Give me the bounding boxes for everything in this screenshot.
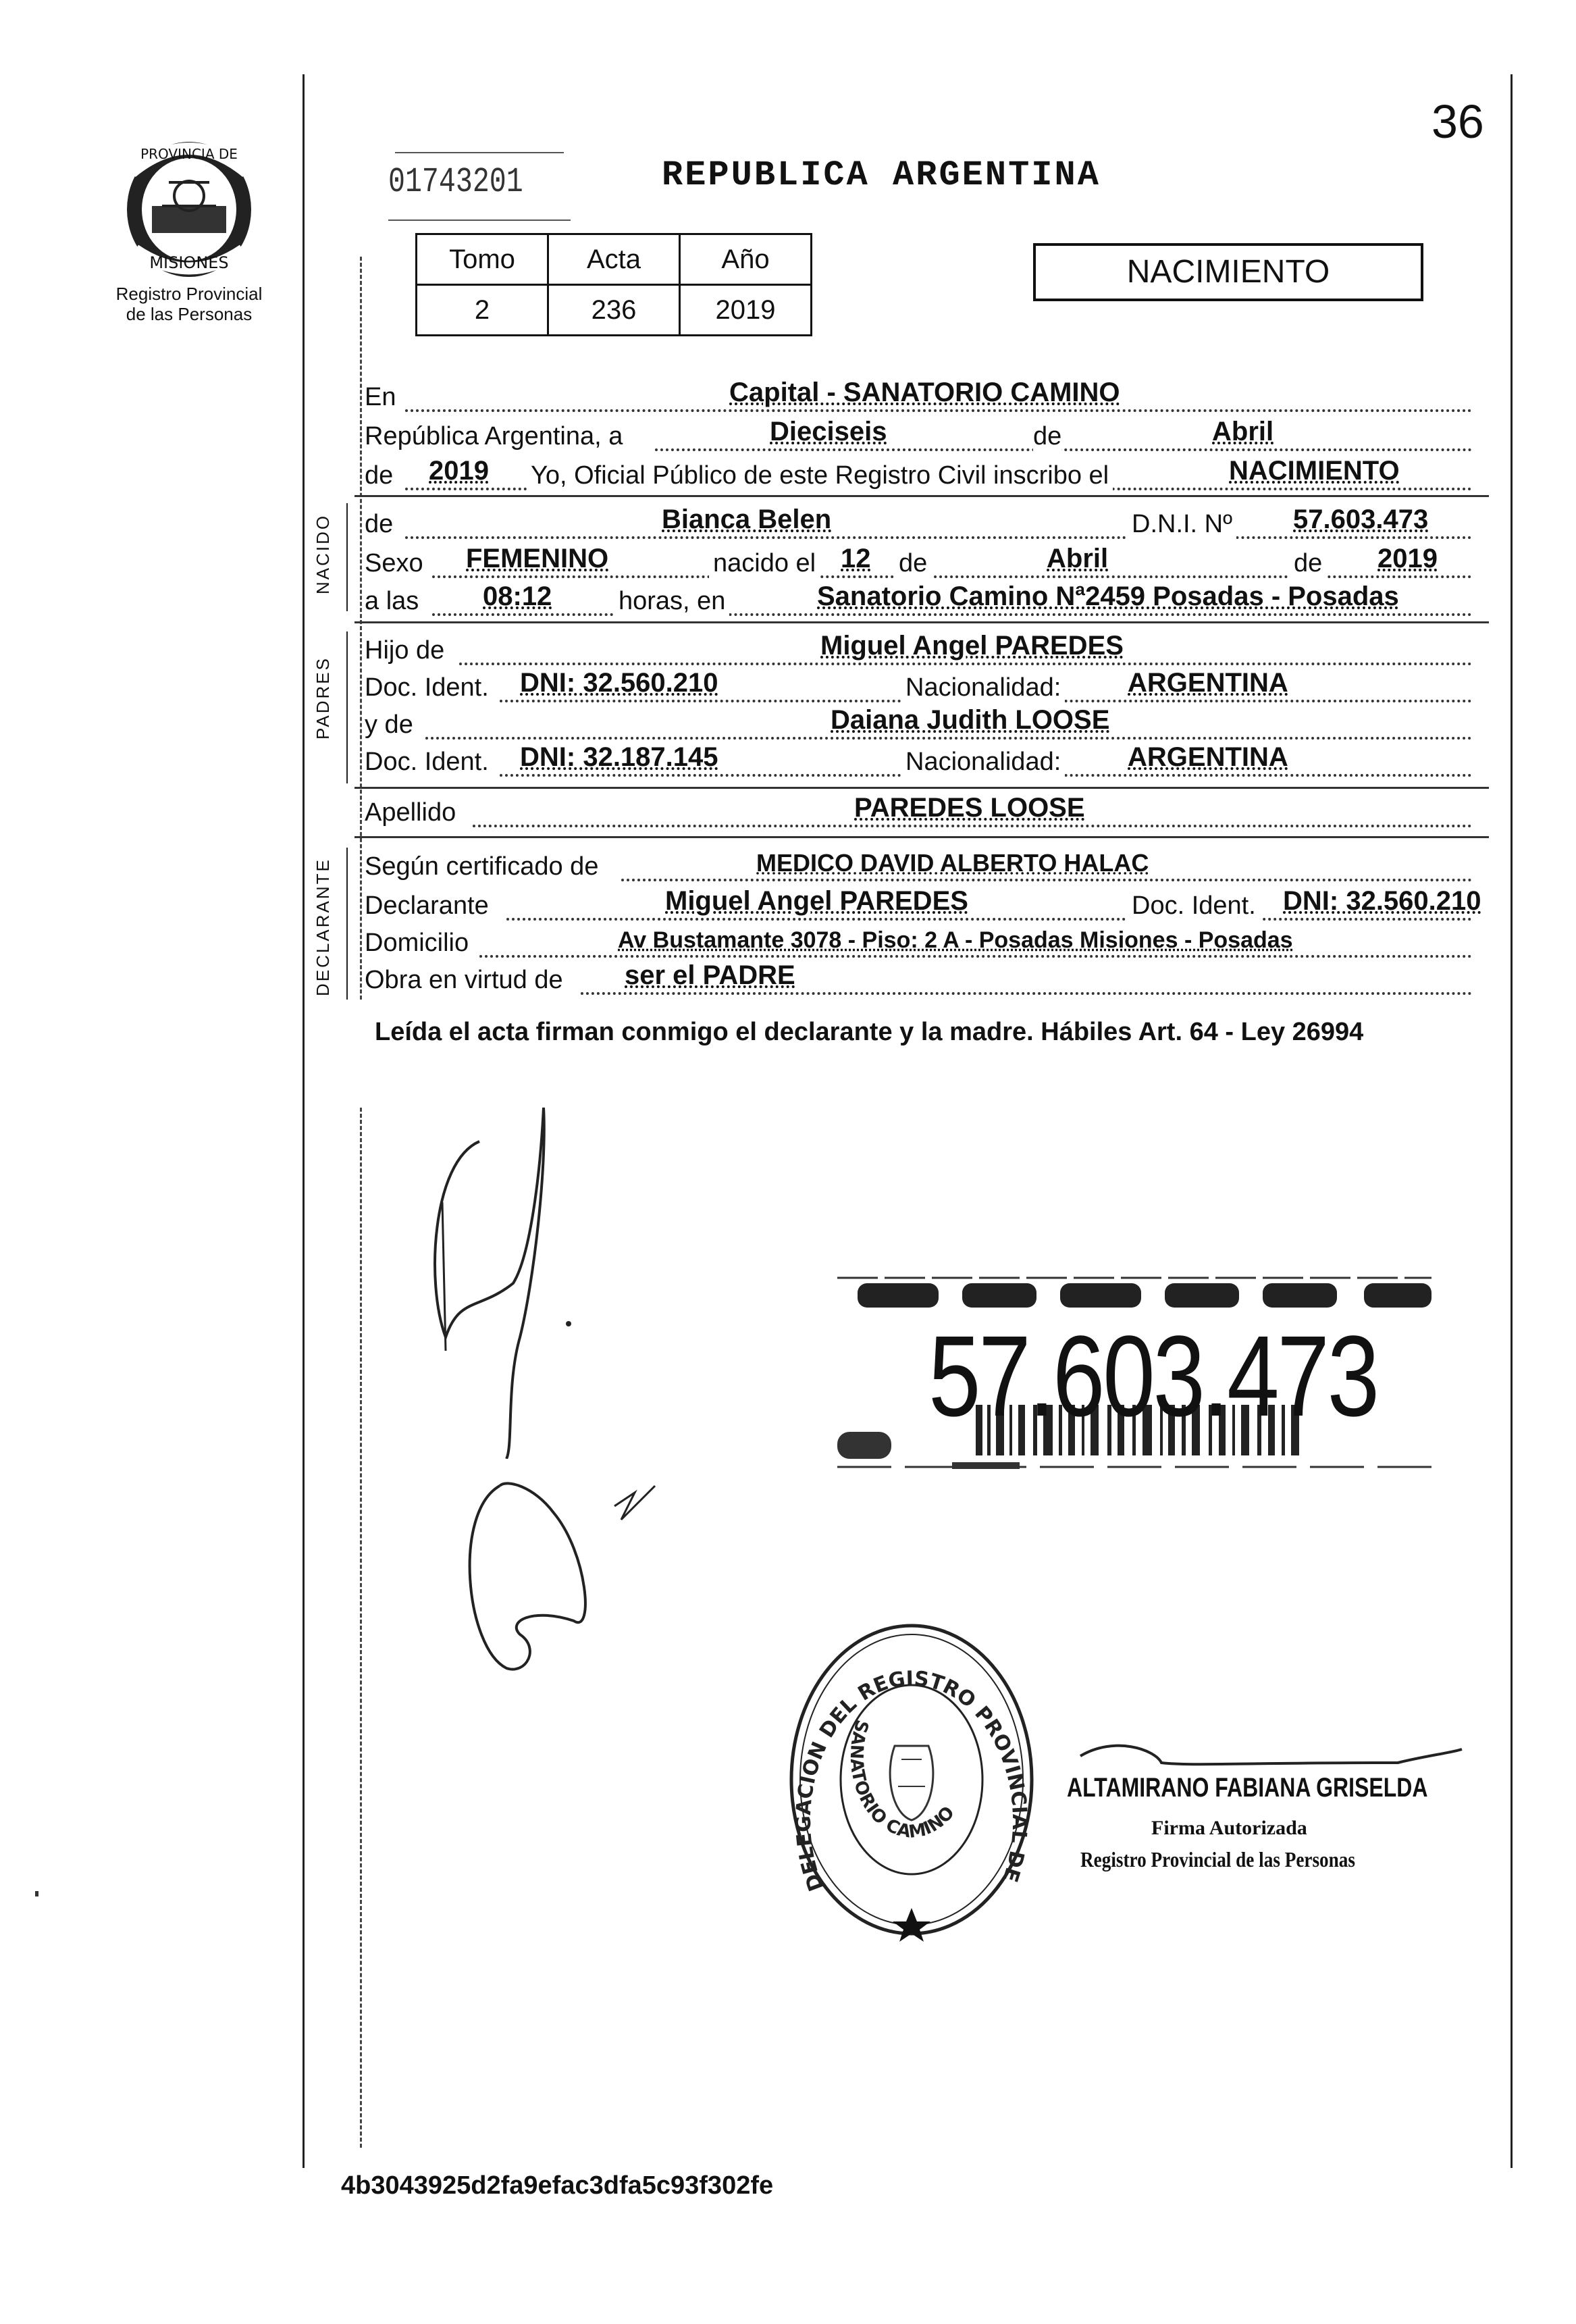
section-separator [354, 621, 1489, 623]
mother-signature-icon [439, 1472, 682, 1688]
label-nac-padre: Nacionalidad: [901, 673, 1065, 702]
value-dni: 57.603.473 [1293, 505, 1429, 534]
label-de: de [1033, 422, 1062, 450]
label-oficial: Yo, Oficial Público de este Registro Civil inscribo el [527, 461, 1113, 490]
signatory-office: Registro Provincial de las Personas [1080, 1847, 1355, 1871]
section-label-nacido: NACIDO [313, 513, 333, 594]
svg-text:PROVINCIA DE: PROVINCIA DE [140, 146, 238, 162]
value-en: Capital - SANATORIO CAMINO [729, 378, 1120, 407]
row-sexo [365, 544, 1486, 582]
lower-dashed-rule [360, 1108, 362, 2148]
section-bar [346, 503, 348, 611]
row-oficial [365, 457, 1486, 494]
row-segun [365, 848, 1486, 885]
value-dia: Dieciseis [770, 417, 887, 446]
label-nombre: de [365, 510, 394, 538]
row-apellido [365, 794, 1486, 831]
label-horas-en: horas, en [614, 587, 729, 616]
value-nacido-mes: Abril [1047, 544, 1109, 573]
document-title: REPUBLICA ARGENTINA [662, 155, 1101, 195]
value-hora: 08:12 [483, 582, 552, 611]
form-dashed-rule [360, 257, 362, 1000]
registry-logo [101, 132, 277, 324]
label-decl-doc: Doc. Ident. [1128, 892, 1260, 921]
dotted-line [506, 918, 1472, 921]
sticker-number: 57.603.473 [928, 1312, 1377, 1441]
value-nacido-anio: 2019 [1377, 544, 1438, 573]
record-table [415, 233, 812, 336]
logo-caption-line2: de las Personas [126, 304, 253, 324]
label-nacido-de: de [895, 549, 931, 578]
value-madre: Daiana Judith LOOSE [831, 705, 1110, 735]
serial-top-rule [395, 152, 564, 153]
row-fecha [365, 417, 1486, 455]
label-domicilio: Domicilio [365, 929, 469, 957]
value-sexo: FEMENINO [466, 544, 609, 573]
table-value-tomo: 2 [417, 285, 548, 336]
value-nombre: Bianca Belen [662, 505, 832, 534]
section-separator [354, 495, 1489, 497]
section-bar [346, 631, 348, 783]
table-header-anio: Año [680, 234, 812, 285]
serial-number: 01743201 [388, 162, 523, 202]
section-label-declarante: DECLARANTE [313, 858, 333, 996]
document-hash: 4b3043925d2fa9efac3dfa5c93f302fe [341, 2171, 774, 2200]
section-separator [354, 787, 1489, 789]
seal-icon [783, 1618, 1040, 1942]
table-value-acta: 236 [548, 285, 680, 336]
value-domicilio: Av Bustamante 3078 - Piso: 2 A - Posadas Misiones - Posadas [618, 927, 1293, 953]
dotted-line [405, 536, 1472, 539]
value-obra: ser el PADRE [625, 960, 795, 990]
dotted-line [473, 825, 1472, 827]
value-nac-padre: ARGENTINA [1128, 668, 1288, 698]
right-margin-rule [1511, 74, 1513, 2168]
label-segun: Según certificado de [365, 852, 599, 881]
row-doc-madre [365, 743, 1486, 781]
row-padre [365, 631, 1486, 669]
section-bar [346, 848, 348, 1000]
value-doc-madre: DNI: 32.187.145 [520, 742, 718, 772]
official-stamp [783, 1618, 1040, 1942]
row-en [365, 378, 1486, 416]
declarant-signature-icon [405, 1081, 608, 1459]
svg-text:MISIONES: MISIONES [149, 253, 229, 272]
section-label-padres: PADRES [313, 656, 333, 740]
label-nac-madre: Nacionalidad: [901, 748, 1065, 777]
value-apellido: PAREDES LOOSE [854, 793, 1085, 823]
label-doc-padre: Doc. Ident. [365, 673, 489, 702]
serial-bottom-rule [388, 220, 571, 221]
dotted-line [405, 409, 1472, 412]
label-hijo: Hijo de [365, 636, 445, 665]
value-doc-padre: DNI: 32.560.210 [520, 668, 718, 698]
row-domicilio [365, 924, 1486, 962]
value-inscribo: NACIMIENTO [1229, 456, 1400, 486]
dotted-line [655, 448, 1472, 451]
row-declarante [365, 887, 1486, 925]
scan-mark [35, 1891, 38, 1896]
label-nacido-de2: de [1290, 549, 1326, 578]
value-nacido-dia: 12 [841, 544, 871, 573]
value-decl-doc: DNI: 32.560.210 [1283, 886, 1481, 916]
dotted-line [581, 992, 1472, 995]
dotted-line [432, 613, 1472, 616]
value-mes: Abril [1212, 417, 1274, 446]
label-nacido-el: nacido el [709, 549, 820, 578]
dotted-line [459, 663, 1472, 665]
label-sexo: Sexo [365, 549, 423, 577]
label-apellido: Apellido [365, 798, 456, 827]
row-obra [365, 961, 1486, 999]
label-dni: D.N.I. Nº [1128, 510, 1236, 539]
dotted-line [479, 955, 1472, 958]
closing-text: Leída el acta firman conmigo el declarante y la madre. Hábiles Art. 64 - Ley 26994 [375, 1018, 1364, 1046]
row-hora-lugar [365, 582, 1486, 620]
table-header-acta: Acta [548, 234, 680, 285]
signatory-role: Firma Autorizada [1151, 1817, 1307, 1839]
table-value-anio: 2019 [680, 285, 812, 336]
label-obra: Obra en virtud de [365, 966, 563, 994]
value-segun: MEDICO DAVID ALBERTO HALAC [756, 849, 1149, 877]
svg-text:SANATORIO CAMINO: SANATORIO CAMINO [845, 1717, 959, 1843]
page-number: 36 [1431, 95, 1484, 148]
section-separator [354, 836, 1489, 838]
dotted-line [621, 879, 1472, 881]
dotted-line [425, 737, 1472, 740]
table-header-tomo: Tomo [417, 234, 548, 285]
label-en: En [365, 383, 396, 411]
signatory-name: ALTAMIRANO FABIANA GRISELDA [1067, 1773, 1428, 1803]
label-declarante: Declarante [365, 892, 489, 920]
value-declarante: Miguel Angel PAREDES [665, 886, 968, 916]
province-emblem-icon [115, 132, 263, 280]
row-madre [365, 706, 1486, 744]
value-lugar: Sanatorio Camino Nª2459 Posadas - Posadas [817, 582, 1399, 611]
svg-text:DELEGACION DEL REGISTRO PROVIN: DELEGACION DEL REGISTRO PROVINCIAL DE [791, 1666, 1032, 1894]
value-nac-madre: ARGENTINA [1128, 742, 1288, 772]
row-nombre [365, 505, 1486, 543]
label-doc-madre: Doc. Ident. [365, 748, 489, 776]
row-doc-padre [365, 669, 1486, 706]
value-anio: 2019 [429, 456, 489, 486]
left-margin-rule [303, 74, 305, 2168]
label-alas: a las [365, 587, 419, 615]
label-yde: y de [365, 711, 413, 739]
value-padre: Miguel Angel PAREDES [820, 631, 1124, 661]
label-republica: República Argentina, a [365, 422, 623, 450]
label-de2: de [365, 461, 394, 490]
logo-caption-line1: Registro Provincial [115, 284, 263, 304]
record-type-box: NACIMIENTO [1033, 243, 1423, 301]
